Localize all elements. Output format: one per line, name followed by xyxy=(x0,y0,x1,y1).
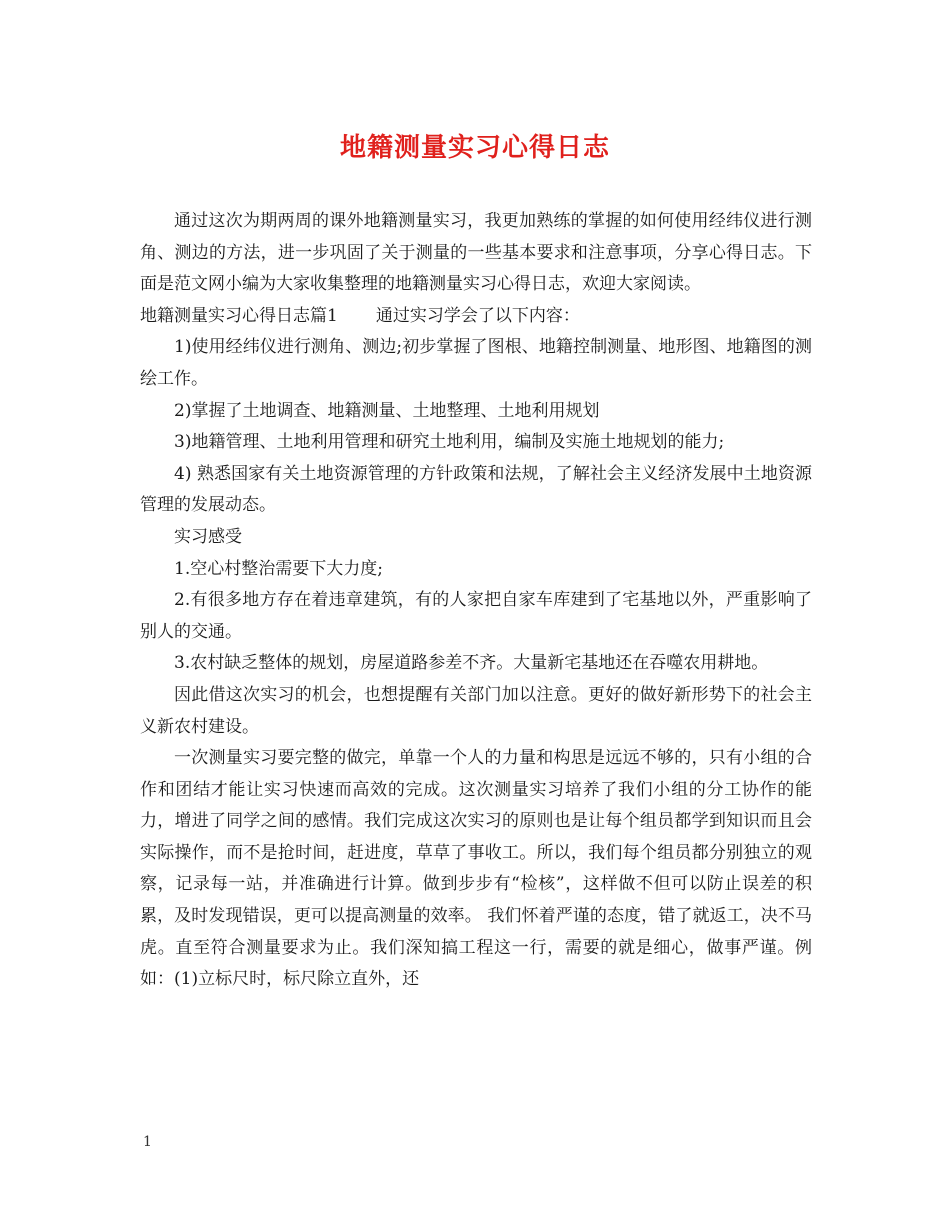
page-number: 1 xyxy=(143,1134,152,1150)
list-item: 1)使用经纬仪进行测角、测边;初步掌握了图根、地籍控制测量、地形图、地籍图的测绘工作。 xyxy=(140,337,812,389)
feeling-item: 3.农村缺乏整体的规划，房屋道路参差不齐。大量新宅基地还在吞噬农用耕地。 xyxy=(174,653,769,674)
closing-paragraph-2: 一次测量实习要完整的做完，单靠一个人的力量和构思是远远不够的，只有小组的合作和团结才能让实习快速而高效的完成。这次测量实习培养了我们小组的分工协作的能力，增进了同学之间的感情。我们完成这次实习的原则也是让每个组员都学到知识而且会实际操作，而不是抢时间，赶进度，草草了事收工。所以，我们每个组员都分别独立的观察，记录每一站，并准确进行计算。做到步步有“检核”，这样做不但可以防止误差的积累，及时发现错误，更可以提高测量的效率。 我们怀着严谨的态度，错了就返工，决不马虎。直至符合测量要求为止。我们深知搞工程这一行，需要的就是细心，做事严谨。例如：(1)立标尺时，标尺除立直外，还 xyxy=(140,748,812,990)
document-body xyxy=(140,206,812,996)
section-heading-line xyxy=(140,301,812,333)
list-item: 3)地籍管理、土地利用管理和研究土地利用，编制及实施土地规划的能力; xyxy=(174,432,725,453)
section-lead: 通过实习学会了以下内容： xyxy=(375,305,580,326)
document-title: 地籍测量实习心得日志 xyxy=(339,133,610,163)
intro-paragraph: 通过这次为期两周的课外地籍测量实习，我更加熟练的掌握的如何使用经纬仪进行测角、测边的方法，进一步巩固了关于测量的一些基本要求和注意事项，分享心得日志。下面是范文网小编为大家收集整理的地籍测量实习心得日志，欢迎大家阅读。 xyxy=(140,211,812,295)
feelings-title: 实习感受 xyxy=(174,526,242,547)
feeling-item: 1.空心村整治需要下大力度; xyxy=(174,558,383,579)
section-title: 地籍测量实习心得日志篇1 xyxy=(140,305,338,326)
list-item: 4) 熟悉国家有关土地资源管理的方针政策和法规，了解社会主义经济发展中土地资源管理的发展动态。 xyxy=(140,463,812,516)
list-item: 2)掌握了土地调查、地籍测量、土地整理、土地利用规划 xyxy=(174,400,600,421)
feeling-item: 2.有很多地方存在着违章建筑，有的人家把自家车库建到了宅基地以外，严重影响了别人的交通。 xyxy=(140,590,812,642)
closing-paragraph-1: 因此借这次实习的机会，也想提醒有关部门加以注意。更好的做好新形势下的社会主义新农村建设。 xyxy=(140,684,812,737)
